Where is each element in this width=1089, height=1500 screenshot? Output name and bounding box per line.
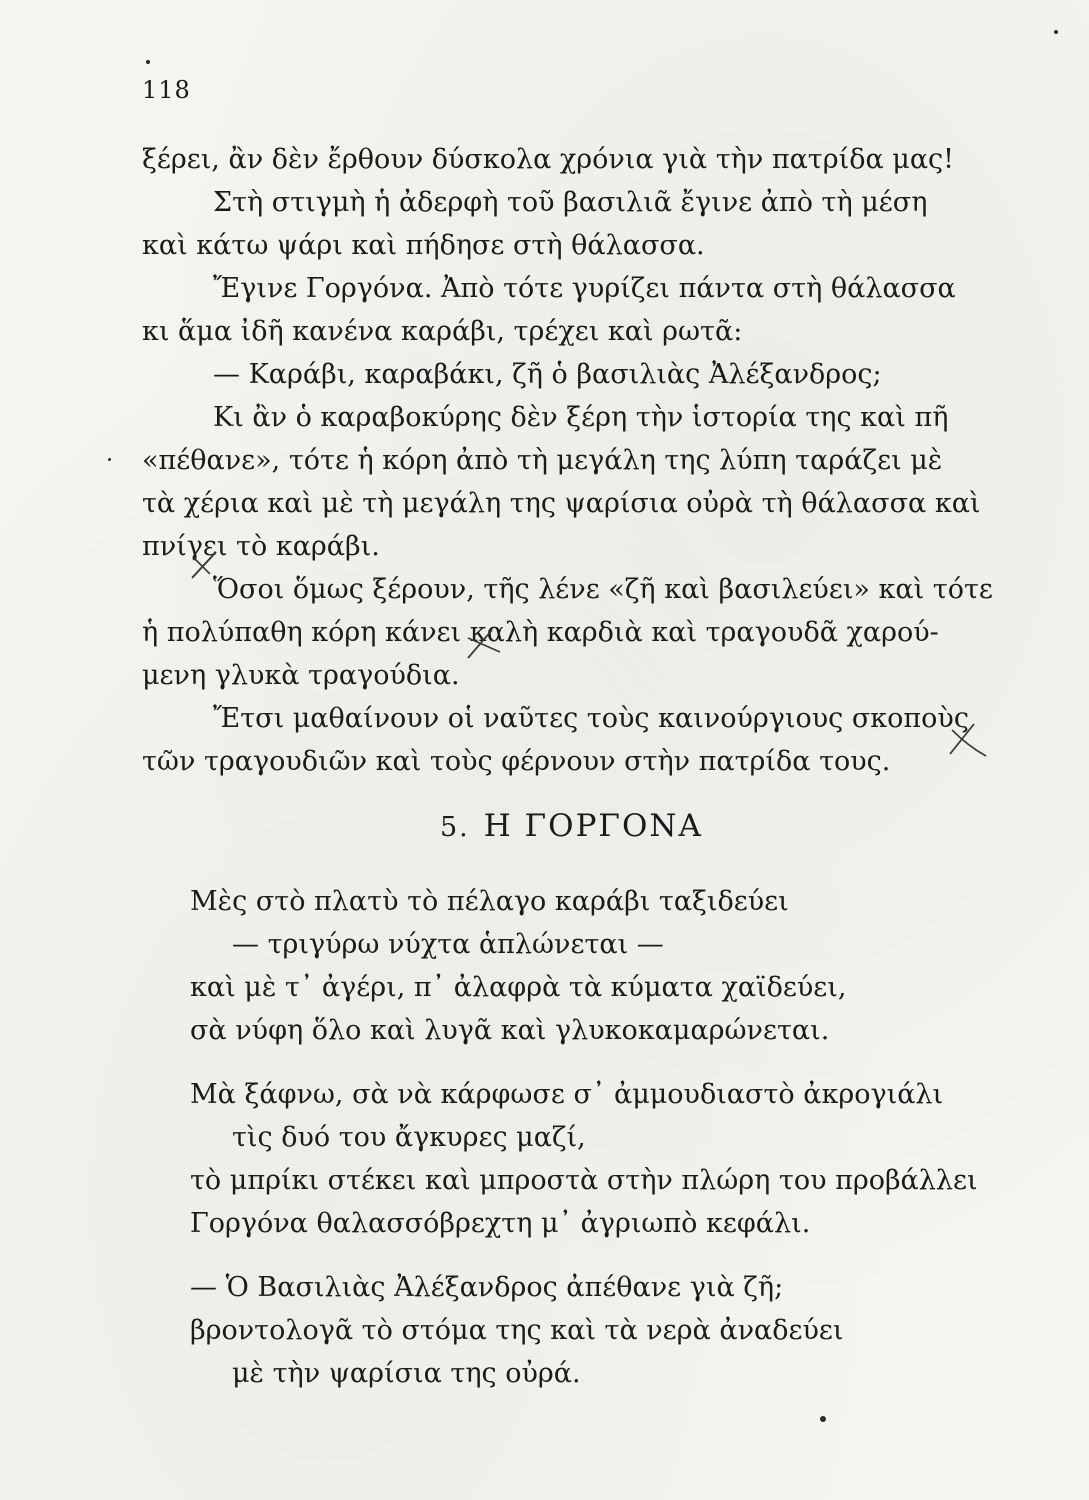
poem-line-2: — τριγύρω νύχτα ἁπλώνεται —	[232, 929, 664, 960]
prose-line-7: Κι ἂν ὁ καραβοκύρης δὲν ξέρη τὴν ἱστορία της καὶ πῆ	[213, 402, 949, 433]
poem-line-6: τὶς δυό του ἄγκυρες μαζί,	[232, 1122, 586, 1153]
prose-line-14: Ἔτσι μαθαίνουν οἱ ναῦτες τοὺς καινούργιους σκοποὺς	[213, 703, 969, 734]
prose-line-6: — Καράβι, καραβάκι, ζῆ ὁ βασιλιὰς Ἀλέξανδρος;	[213, 359, 882, 390]
prose-line-10: πνίγει τὸ καράβι.	[142, 531, 380, 562]
poem-line-8: Γοργόνα θαλασσόβρεχτη μ᾽ ἀγριωπὸ κεφάλι.	[190, 1208, 811, 1239]
stray-dot	[108, 458, 111, 461]
prose-line-2: Στὴ στιγμὴ ἡ ἀδερφὴ τοῦ βασιλιᾶ ἔγινε ἀπὸ τὴ μέση	[213, 187, 928, 218]
poem-line-10: βροντολογᾶ τὸ στόμα της καὶ τὰ νερὰ ἀναδεύει	[190, 1315, 844, 1346]
poem-line-3: καὶ μὲ τ᾽ ἀγέρι, π᾽ ἀλαφρὰ τὰ κύματα χαϊδεύει,	[190, 972, 847, 1003]
poem-line-4: σὰ νύφη ὅλο καὶ λυγᾶ καὶ γλυκοκαμαρώνεται.	[190, 1015, 830, 1046]
section-heading	[440, 808, 703, 844]
prose-line-4: Ἔγινε Γοργόνα. Ἀπὸ τότε γυρίζει πάντα στὴ θάλασσα	[213, 273, 956, 304]
section-title: Η ΓΟΡΓΟΝΑ	[483, 808, 703, 844]
poem-line-1: Μὲς στὸ πλατὺ τὸ πέλαγο καράβι ταξιδεύει	[190, 886, 789, 917]
poem-line-11: μὲ τὴν ψαρίσια της οὐρά.	[232, 1358, 581, 1389]
prose-line-1: ξέρει, ἂν δὲν ἔρθουν δύσκολα χρόνια γιὰ τὴν πατρίδα μας!	[142, 144, 955, 175]
stray-dot	[146, 60, 150, 64]
stray-dot	[820, 1416, 826, 1422]
prose-line-9: τὰ χέρια καὶ μὲ τὴ μεγάλη της ψαρίσια οὐρὰ τὴ θάλασσα καὶ	[142, 488, 981, 519]
stray-dot	[1054, 30, 1058, 34]
section-number: 5.	[440, 812, 470, 843]
prose-line-15: τῶν τραγουδιῶν καὶ τοὺς φέρνουν στὴν πατρίδα τους.	[142, 746, 891, 777]
poem-line-9: — Ὁ Βασιλιὰς Ἀλέξανδρος ἀπέθανε γιὰ ζῆ;	[190, 1272, 784, 1303]
page-number: 118	[142, 76, 191, 104]
prose-line-8: «πέθανε», τότε ἡ κόρη ἀπὸ τὴ μεγάλη της λύπη ταράζει μὲ	[142, 445, 943, 476]
prose-line-3: καὶ κάτω ψάρι καὶ πήδησε στὴ θάλασσα.	[142, 230, 705, 261]
prose-line-5: κι ἅμα ἰδῆ κανένα καράβι, τρέχει καὶ ρωτᾶ:	[142, 316, 743, 347]
poem-line-7: τὸ μπρίκι στέκει καὶ μπροστὰ στὴν πλώρη του προβάλλει	[190, 1165, 978, 1196]
poem-line-5: Μὰ ξάφνω, σὰ νὰ κάρφωσε σ᾽ ἀμμουδιαστὸ ἀκρογιάλι	[190, 1079, 944, 1110]
prose-line-12: ἡ πολύπαθη κόρη κάνει καλὴ καρδιὰ καὶ τραγουδᾶ χαρού-	[142, 617, 939, 648]
prose-line-11: Ὅσοι ὅμως ξέρουν, τῆς λένε «ζῆ καὶ βασιλεύει» καὶ τότε	[213, 574, 993, 605]
prose-line-13: μενη γλυκὰ τραγούδια.	[142, 660, 460, 691]
